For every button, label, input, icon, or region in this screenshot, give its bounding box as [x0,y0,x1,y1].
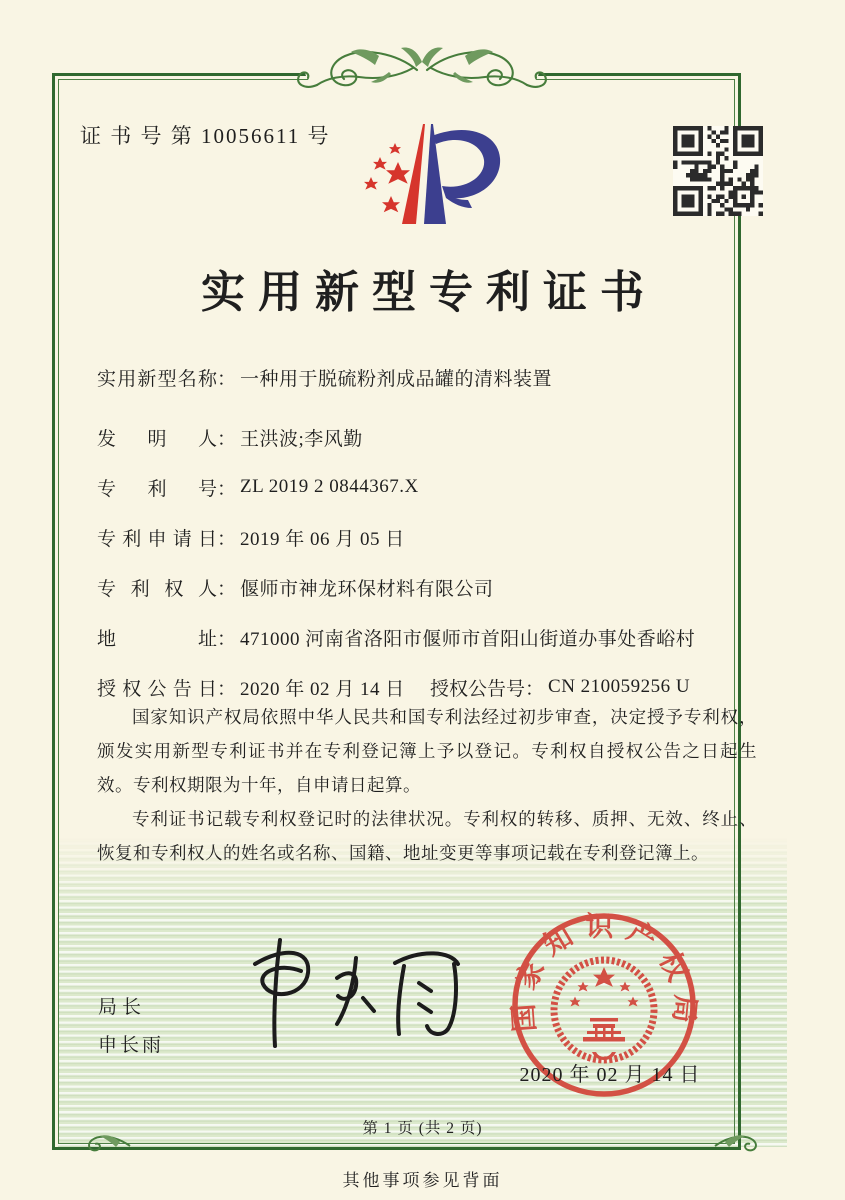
field-value: 偃师市神龙环保材料有限公司 [240,578,494,600]
field-label: 专利号 [97,478,217,500]
director-title-label: 局长 [98,997,147,1018]
field-label: 发明人 [97,428,217,450]
certificate-fields [97,352,757,712]
legal-paragraph-1: 国家知识产权局依照中华人民共和国专利法经过初步审查，决定授予专利权，颁发实用新型专利证书并在专利登记簿上予以登记。专利权自授权公告之日起生效。专利权期限为十年，自申请日起算。 [97,707,757,795]
field-grant-date: 授权公告日 ： 2020 年 02 月 14 日 授权公告号 ： CN 210059256 U [97,662,757,712]
director-name: 申长雨 [98,1035,165,1056]
field-address: 地址 ： 471000 河南省洛阳市偃师市首阳山街道办事处香峪村 [97,612,757,662]
seal-date: 2020 年 02 月 14 日 [519,1064,701,1086]
field-utility-model-name: 实用新型名称 ： 一种用于脱硫粉剂成品罐的清料装置 [97,352,757,402]
field-value: 2019 年 06 月 05 日 [240,528,405,550]
national-emblem-icon [554,960,654,1060]
top-flourish-ornament [287,40,557,96]
field-value: 2020 年 02 月 14 日 [240,678,405,700]
certificate-title: 实用新型专利证书 [201,268,657,317]
field-label: 专利申请日 [97,528,217,550]
seal-text: 国家知识产权局 [507,911,701,1036]
field-label: 实用新型名称 [97,368,217,390]
field-label: 授权公告日 [97,678,217,700]
field-value: 471000 河南省洛阳市偃师市首阳山街道办事处香峪村 [240,628,696,650]
field-patent-number: 专利号 ： ZL 2019 2 0844367.X [97,462,757,512]
certificate-number: 证 书 号 第 10056611 号 [80,124,331,148]
field-value: ZL 2019 2 0844367.X [240,476,419,497]
qr-code [673,126,763,216]
field-value: CN 210059256 U [548,676,691,697]
cnipa-logo-icon [350,120,510,232]
field-label: 地址 [97,628,217,650]
field-filing-date: 专利申请日 ： 2019 年 06 月 05 日 [97,512,757,562]
field-label: 专利权人 [97,578,217,600]
field-inventor: 发明人 ： 王洪波;李风勤 [97,412,757,462]
legal-text [97,700,757,870]
page-number: 第 1 页 (共 2 页) [362,1120,483,1137]
field-label: 授权公告号 [430,678,526,700]
director-signature [225,928,475,1053]
field-value: 一种用于脱硫粉剂成品罐的清料装置 [240,368,553,390]
legal-paragraph-2: 专利证书记载专利权登记时的法律状况。专利权的转移、质押、无效、终止、恢复和专利权人的姓名或名称、国籍、地址变更等事项记载在专利登记簿上。 [97,809,757,863]
field-value: 王洪波;李风勤 [240,428,363,450]
reverse-side-note: 其他事项参见背面 [342,1171,503,1190]
field-patentee: 专利权人 ： 偃师市神龙环保材料有限公司 [97,562,757,612]
field-grant-number: 授权公告号 ： CN 210059256 U [430,662,690,712]
